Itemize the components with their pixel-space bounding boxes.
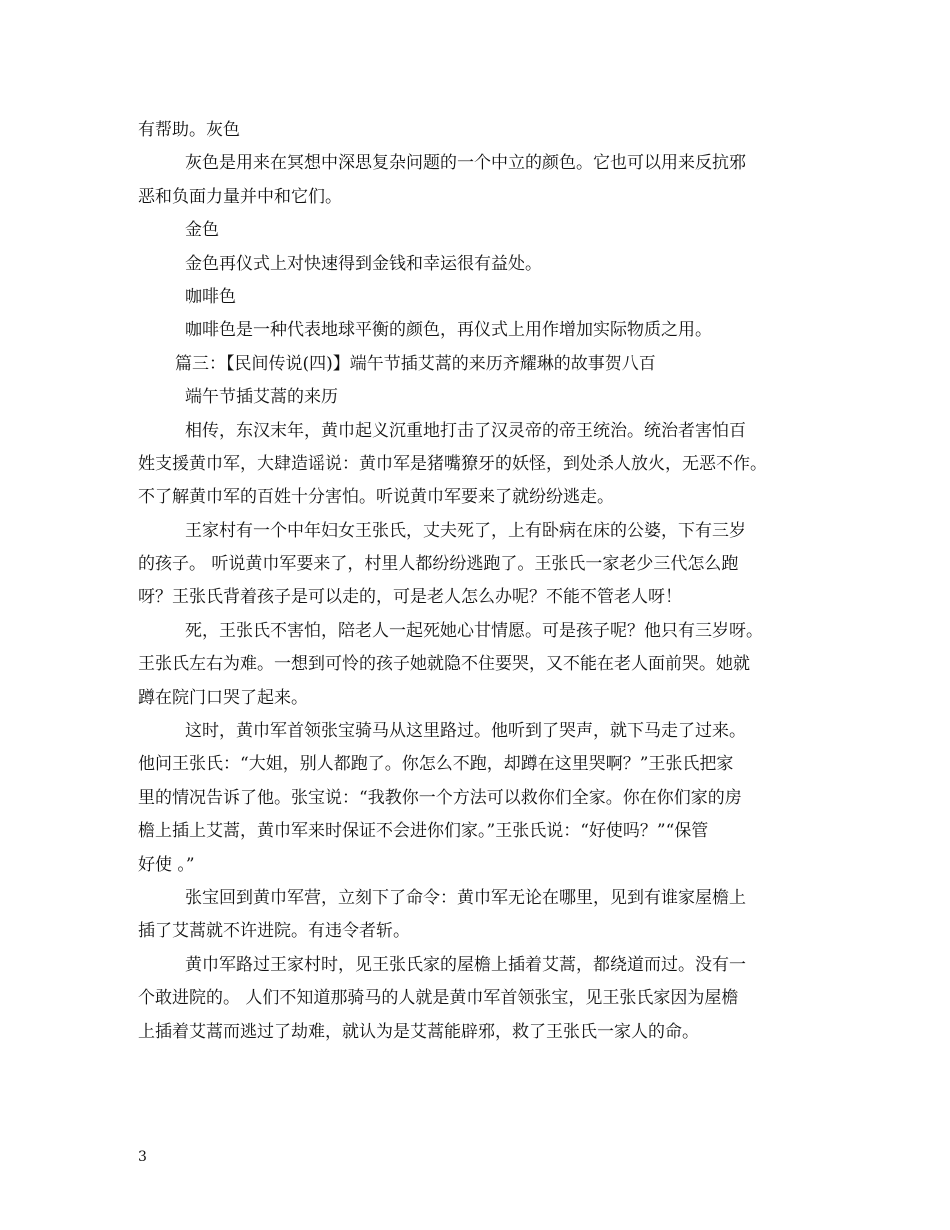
text-line: 金色再仪式上对快速得到金钱和幸运很有益处。: [185, 253, 542, 274]
text-line: 咖啡色是一种代表地球平衡的颜色，再仪式上用作增加实际物质之用。: [185, 320, 712, 341]
text-line: 檐上插上艾蒿，黄巾军来时保证不会进你们家。”王张氏说：“好使吗？”“保管: [138, 821, 709, 842]
text-line: 他问王张氏：“大姐，别人都跑了。你怎么不跑，却蹲在这里哭啊？”王张氏把家: [138, 754, 734, 775]
text-line: 恶和负面力量并中和它们。: [138, 186, 342, 207]
text-line: 呀？王张氏背着孩子是可以走的，可是老人怎么办呢？不能不管老人呀！: [138, 587, 682, 608]
text-line: 灰色是用来在冥想中深思复杂问题的一个中立的颜色。它也可以用来反抗邪: [185, 153, 746, 174]
text-line: 上插着艾蒿而逃过了劫难，就认为是艾蒿能辟邪，救了王张氏一家人的命。: [138, 1021, 699, 1042]
text-line: 咖啡色: [185, 286, 236, 307]
text-line: 蹲在院门口哭了起来。: [138, 687, 308, 708]
text-line: 不了解黄巾军的百姓十分害怕。听说黄巾军要来了就纷纷逃走。: [138, 487, 614, 508]
text-line: 相传，东汉末年，黄巾起义沉重地打击了汉灵帝的帝王统治。统治者害怕百: [185, 420, 746, 441]
page-number: 3: [138, 1149, 147, 1165]
text-line: 张宝回到黄巾军营，立刻下了命令：黄巾军无论在哪里，见到有谁家屋檐上: [185, 887, 746, 908]
text-line: 王家村有一个中年妇女王张氏，丈夫死了，上有卧病在床的公婆，下有三岁: [185, 520, 746, 541]
text-line: 个敢进院的。 人们不知道那骑马的人就是黄巾军首领张宝，见王张氏家因为屋檐: [138, 988, 739, 1009]
text-line: 的孩子。 听说黄巾军要来了，村里人都纷纷逃跑了。王张氏一家老少三代怎么跑: [138, 554, 739, 575]
text-line: 这时，黄巾军首领张宝骑马从这里路过。他听到了哭声，就下马走了过来。: [185, 721, 746, 742]
text-line: 插了艾蒿就不许进院。有违令者斩。: [138, 921, 410, 942]
text-line: 姓支援黄巾军，大肆造谣说：黄巾军是猪嘴獠牙的妖怪，到处杀人放火，无恶不作。: [138, 453, 767, 474]
text-line: 王张氏左右为难。一想到可怜的孩子她就隐不住要哭，又不能在老人面前哭。她就: [138, 654, 750, 675]
text-line: 金色: [185, 220, 219, 241]
text-line: 篇三：【民间传说(四)】端午节插艾蒿的来历齐耀琳的故事贺八百: [175, 353, 656, 374]
text-line: 有帮助。灰色: [138, 120, 240, 140]
text-line: 端午节插艾蒿的来历: [185, 387, 338, 408]
text-line: 里的情况告诉了他。张宝说：“我教你一个方法可以救你们全家。你在你们家的房: [138, 787, 742, 808]
text-line: 好使 。”: [138, 854, 195, 875]
text-line: 死，王张氏不害怕，陪老人一起死她心甘情愿。可是孩子呢？他只有三岁呀。: [185, 620, 763, 641]
document-body: [138, 114, 828, 1049]
text-line: 黄巾军路过王家村时，见王张氏家的屋檐上插着艾蒿，都绕道而过。没有一: [185, 954, 746, 975]
